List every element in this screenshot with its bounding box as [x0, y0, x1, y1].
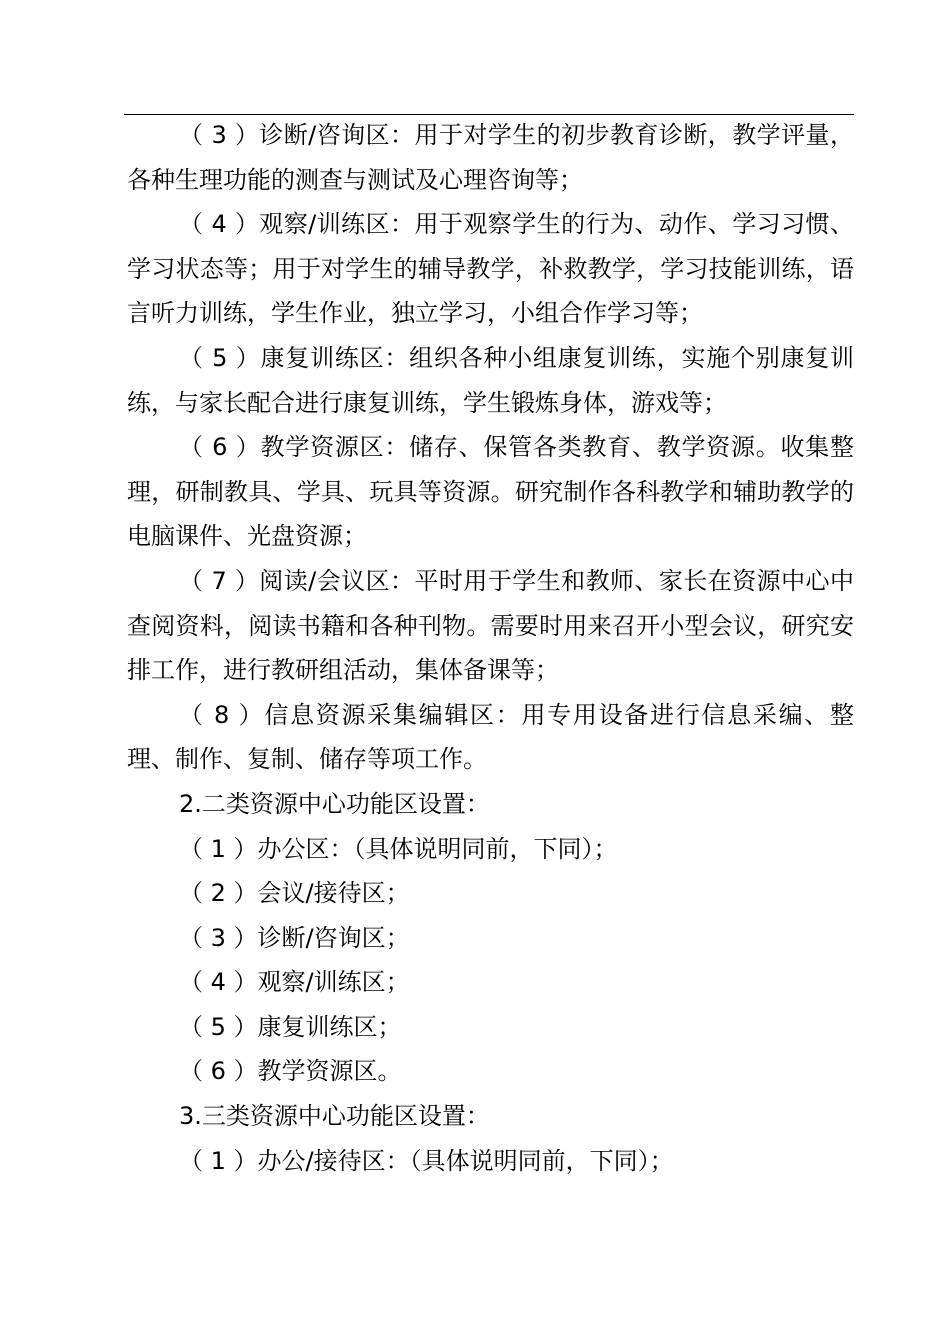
list-item: （ 6 ）教学资源区。 [179, 1057, 402, 1086]
paragraph-info-collection-area: （ 8 ）信息资源采集编辑区：用专用设备进行信息采编、整理、制作、复制、储存等项工作。 [127, 700, 854, 774]
list-item: （ 5 ）康复训练区； [179, 1012, 402, 1041]
list-item: （ 1 ）办公区：（具体说明同前，下同）； [179, 834, 618, 863]
list-item: （ 4 ）观察/训练区； [179, 968, 410, 997]
paragraph-rehab-area: （ 5 ）康复训练区：组织各种小组康复训练，实施个别康复训练，与家长配合进行康复训练，学生锻炼身体，游戏等； [127, 343, 854, 417]
list-item: （ 1 ）办公/接待区：（具体说明同前，下同）； [179, 1146, 674, 1175]
heading-class-three: 3.三类资源中心功能区设置： [179, 1102, 490, 1131]
list-item: （ 2 ）会议/接待区； [179, 879, 410, 908]
paragraph-observation-area: （ 4 ）观察/训练区：用于观察学生的行为、动作、学习习惯、学习状态等；用于对学生的辅导教学，补救教学，学习技能训练，语言听力训练，学生作业，独立学习，小组合作学习等； [127, 210, 854, 328]
paragraph-reading-meeting-area: （ 7 ）阅读/会议区：平时用于学生和教师、家长在资源中心中查阅资料，阅读书籍和各种刊物。需要时用来召开小型会议，研究安排工作，进行教研组活动，集体备课等； [127, 566, 854, 685]
paragraph-diagnosis-area: （ 3 ）诊断/咨询区：用于对学生的初步教育诊断，教学评量，各种生理功能的测查与测试及心理咨询等； [127, 121, 854, 194]
list-item: （ 3 ）诊断/咨询区； [179, 923, 410, 952]
heading-class-two: 2.二类资源中心功能区设置： [179, 789, 490, 818]
paragraph-teaching-resource-area: （ 6 ）教学资源区：储存、保管各类教育、教学资源。收集整理，研制教具、学具、玩具等资源。研究制作各科教学和辅助教学的电脑课件、光盘资源； [127, 433, 854, 551]
document-body [127, 113, 854, 1183]
